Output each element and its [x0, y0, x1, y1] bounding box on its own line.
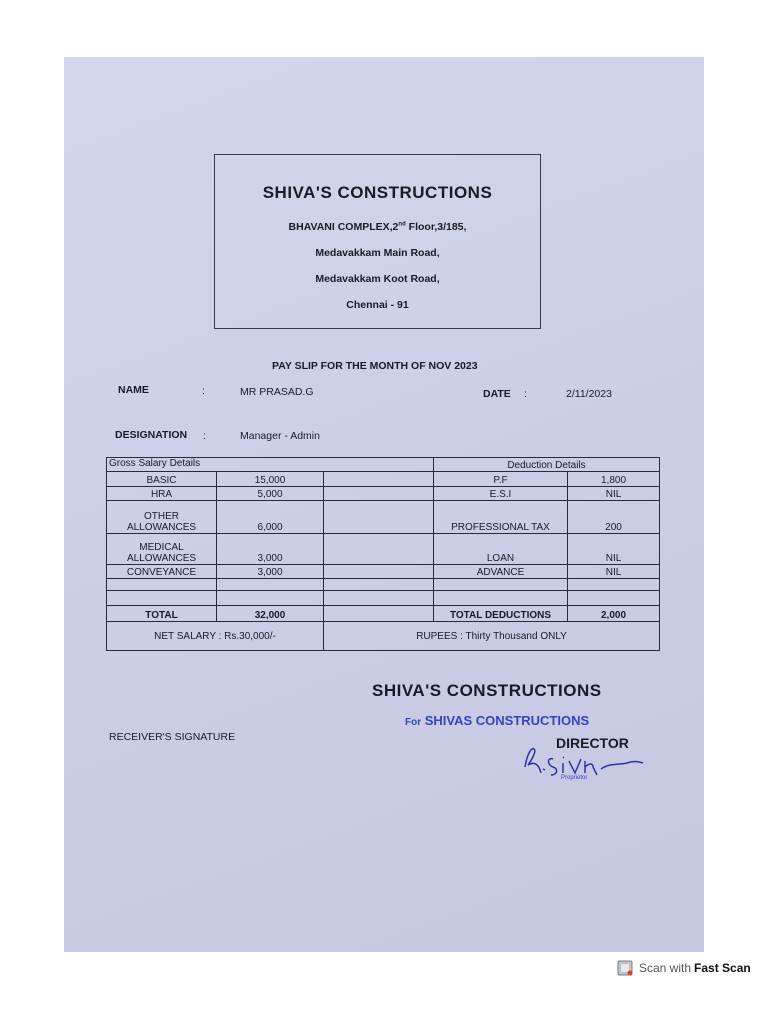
address-line-3: Medavakkam Koot Road, — [315, 273, 440, 285]
employee-name: MR PRASAD.G — [240, 386, 314, 398]
net-salary-row — [107, 622, 660, 651]
blank-cell — [324, 564, 434, 578]
rupees-in-words: RUPEES : Thirty Thousand ONLY — [324, 622, 660, 651]
deduction-value: NIL — [568, 486, 660, 500]
earning-label: CONVEYANCE — [107, 564, 217, 578]
net-salary: NET SALARY : Rs.30,000/- — [107, 622, 324, 651]
blank-cell — [324, 591, 434, 605]
deduction-value: 200 — [568, 501, 660, 534]
scanner-icon — [616, 958, 636, 978]
table-row — [107, 486, 660, 500]
table-row — [107, 501, 660, 534]
earning-value: 3,000 — [217, 564, 324, 578]
footer-company-name: SHIVA'S CONSTRUCTIONS — [372, 681, 602, 700]
gross-salary-header: Gross Salary Details — [107, 458, 434, 472]
total-value: 32,000 — [217, 605, 324, 621]
blank-cell — [324, 486, 434, 500]
payslip-sheet — [64, 57, 704, 952]
table-row — [107, 579, 660, 591]
blank-cell — [324, 533, 434, 564]
earning-label: HRA — [107, 486, 217, 500]
earning-value: 15,000 — [217, 472, 324, 486]
earning-value: 6,000 — [217, 501, 324, 534]
date-value: 2/11/2023 — [566, 388, 612, 400]
blank-cell — [434, 591, 568, 605]
earning-label: BASIC — [107, 472, 217, 486]
blank-cell — [568, 591, 660, 605]
watermark-brand: Fast Scan — [694, 961, 751, 975]
watermark-prefix: Scan with — [639, 961, 692, 975]
table-row — [107, 533, 660, 564]
table-row — [107, 472, 660, 486]
address-line-1: BHAVANI COMPLEX,2nd Floor,3/185, — [288, 221, 467, 233]
stamp-for: For — [405, 717, 422, 728]
total-deductions-value: 2,000 — [568, 605, 660, 621]
table-row — [107, 564, 660, 578]
designation-label: DESIGNATION — [115, 429, 188, 441]
earning-label: OTHER ALLOWANCES — [107, 501, 217, 534]
blank-cell — [107, 579, 217, 591]
earning-value: 5,000 — [217, 486, 324, 500]
blank-cell — [217, 579, 324, 591]
table-row — [107, 591, 660, 605]
table-header-row — [107, 458, 660, 472]
blank-cell — [324, 472, 434, 486]
scan-watermark — [616, 958, 751, 978]
deduction-details-header: Deduction Details — [434, 458, 660, 472]
designation-value: Manager - Admin — [240, 430, 320, 442]
totals-row — [107, 605, 660, 621]
deduction-label: E.S.I — [434, 486, 568, 500]
earning-value: 3,000 — [217, 533, 324, 564]
deduction-value: NIL — [568, 533, 660, 564]
salary-table — [106, 457, 660, 651]
blank-cell — [324, 501, 434, 534]
name-separator: : — [202, 385, 205, 397]
date-label: DATE — [483, 388, 511, 400]
director-title: DIRECTOR — [556, 735, 629, 751]
blank-cell — [324, 579, 434, 591]
deduction-label: ADVANCE — [434, 564, 568, 578]
address-line-4: Chennai - 91 — [346, 299, 409, 311]
stamp-sub-label: Proprietor — [561, 775, 588, 781]
date-separator: : — [524, 388, 527, 400]
address-line-2: Medavakkam Main Road, — [315, 247, 440, 259]
earning-label: MEDICAL ALLOWANCES — [107, 533, 217, 564]
deduction-label: PROFESSIONAL TAX — [434, 501, 568, 534]
deduction-value: 1,800 — [568, 472, 660, 486]
director-signature — [519, 739, 649, 784]
blank-cell — [217, 591, 324, 605]
total-label: TOTAL — [107, 605, 217, 621]
blank-cell — [324, 605, 434, 621]
blank-cell — [568, 579, 660, 591]
total-deductions-label: TOTAL DEDUCTIONS — [434, 605, 568, 621]
deduction-value: NIL — [568, 564, 660, 578]
blank-cell — [107, 591, 217, 605]
company-stamp — [405, 713, 589, 728]
blank-cell — [434, 579, 568, 591]
company-name: SHIVA'S CONSTRUCTIONS — [262, 183, 493, 202]
deduction-label: LOAN — [434, 533, 568, 564]
receiver-signature-label: RECEIVER'S SIGNATURE — [109, 731, 236, 743]
company-header-box — [214, 154, 541, 329]
designation-separator: : — [203, 430, 206, 442]
stamp-company-name: SHIVAS CONSTRUCTIONS — [424, 713, 590, 728]
name-label: NAME — [118, 384, 149, 396]
deduction-label: P.F — [434, 472, 568, 486]
slip-title: PAY SLIP FOR THE MONTH OF NOV 2023 — [272, 360, 478, 372]
